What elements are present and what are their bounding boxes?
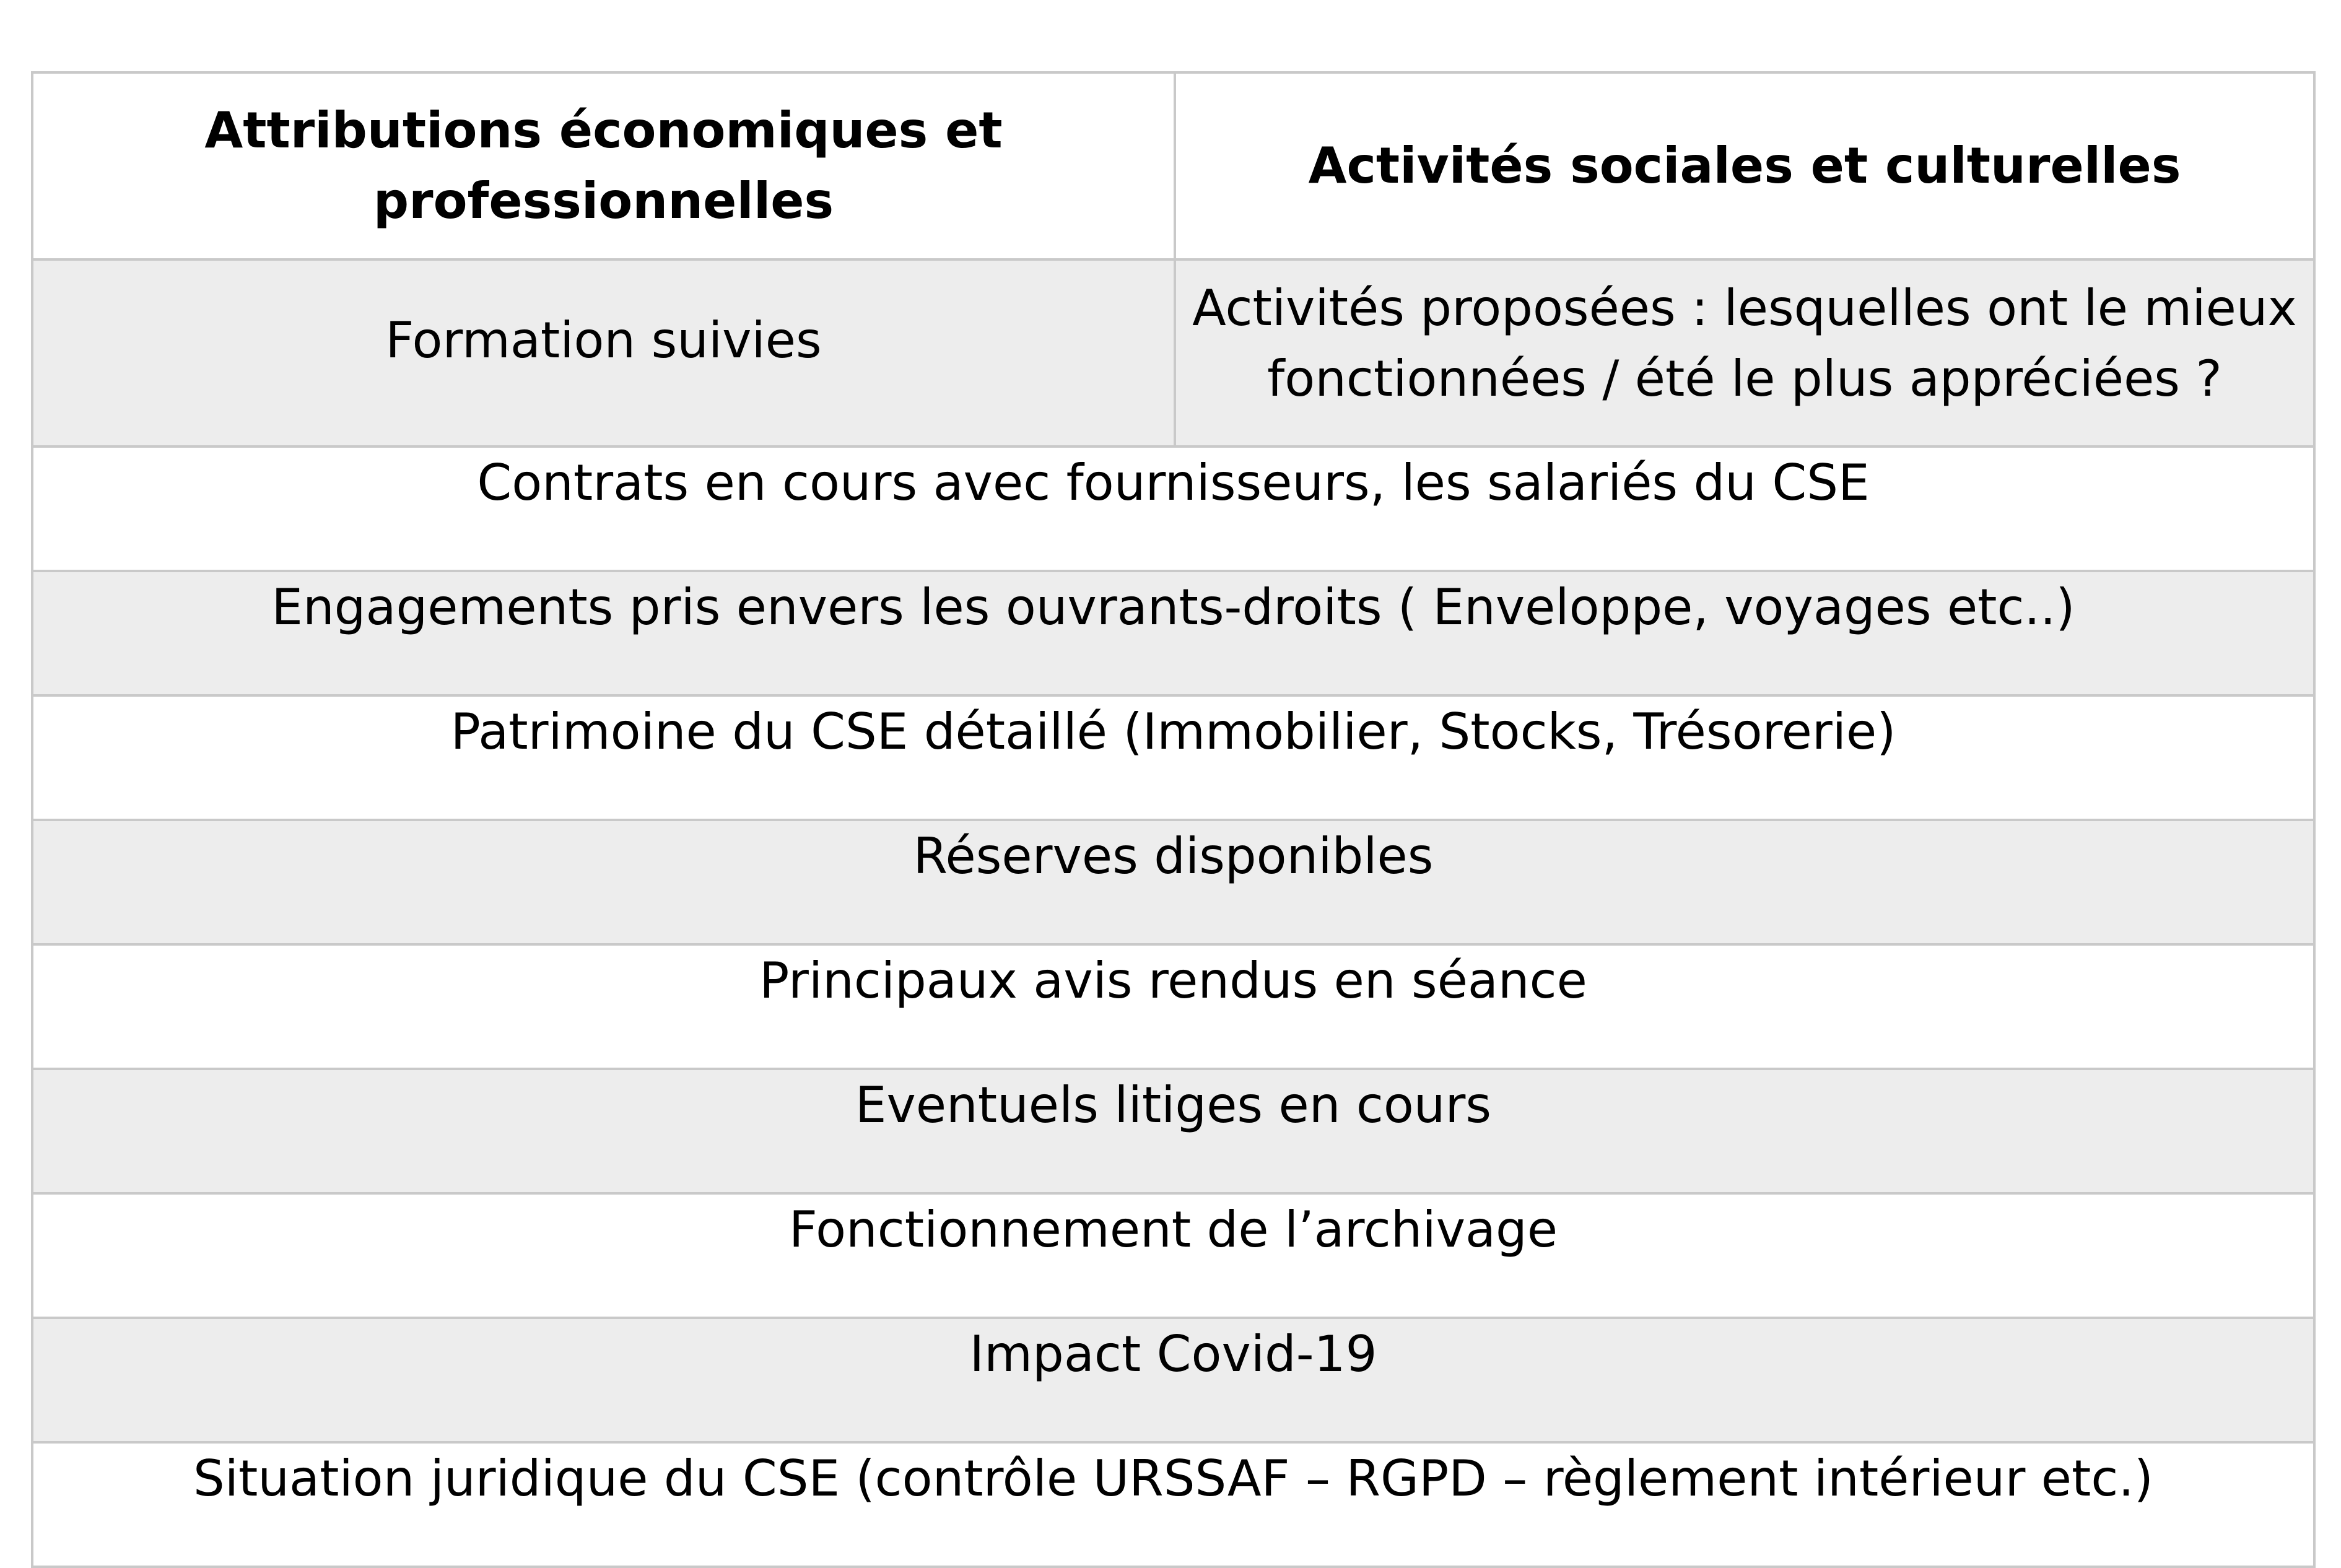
- legal-text: Situation juridique du CSE (contrôle URSSAF – RGPD – règlement intérieur etc.): [193, 1450, 2154, 1507]
- table-row: [32, 695, 2314, 820]
- table-cell-activities: [1175, 259, 2314, 446]
- activities-text: Activités proposées : lesquelles ont le mieux fonctionnées / été le plus appréciées ?: [1192, 279, 2297, 407]
- table-cell-legal: [32, 1442, 2314, 1567]
- header-social-label: Activités sociales et culturelles: [1308, 137, 2181, 194]
- table-cell-reserves: [32, 820, 2314, 944]
- header-cell-economic: [32, 72, 1175, 259]
- table-cell-opinions: [32, 944, 2314, 1069]
- table-header-row: [32, 72, 2314, 259]
- reserves-text: Réserves disponibles: [913, 827, 1434, 885]
- opinions-text: Principaux avis rendus en séance: [759, 952, 1587, 1009]
- table-cell-archiving: [32, 1193, 2314, 1318]
- archiving-text: Fonctionnement de l’archivage: [788, 1201, 1558, 1258]
- table-row: [32, 259, 2314, 446]
- header-economic-label: Attributions économiques et professionnelles: [204, 102, 1003, 230]
- table-row: [32, 944, 2314, 1069]
- table-cell-disputes: [32, 1069, 2314, 1193]
- table-row: [32, 1442, 2314, 1567]
- training-text: Formation suivies: [385, 311, 822, 369]
- table-cell-assets: [32, 695, 2314, 820]
- contracts-text: Contrats en cours avec fournisseurs, les salariés du CSE: [477, 454, 1870, 512]
- covid-text: Impact Covid-19: [969, 1325, 1377, 1383]
- handover-checklist-table: [31, 71, 2316, 1568]
- table-cell-contracts: [32, 446, 2314, 571]
- table-row: [32, 820, 2314, 944]
- commitments-text: Engagements pris envers les ouvrants-droits ( Enveloppe, voyages etc..): [271, 578, 2075, 636]
- table-row: [32, 1318, 2314, 1442]
- header-cell-social: [1175, 72, 2314, 259]
- table-cell-training: [32, 259, 1175, 446]
- table-row: [32, 446, 2314, 571]
- disputes-text: Eventuels litiges en cours: [855, 1076, 1492, 1134]
- table-row: [32, 1069, 2314, 1193]
- table-row: [32, 1193, 2314, 1318]
- assets-text: Patrimoine du CSE détaillé (Immobilier, Stocks, Trésorerie): [450, 703, 1896, 760]
- table-cell-commitments: [32, 571, 2314, 695]
- table-cell-covid: [32, 1318, 2314, 1442]
- table-row: [32, 571, 2314, 695]
